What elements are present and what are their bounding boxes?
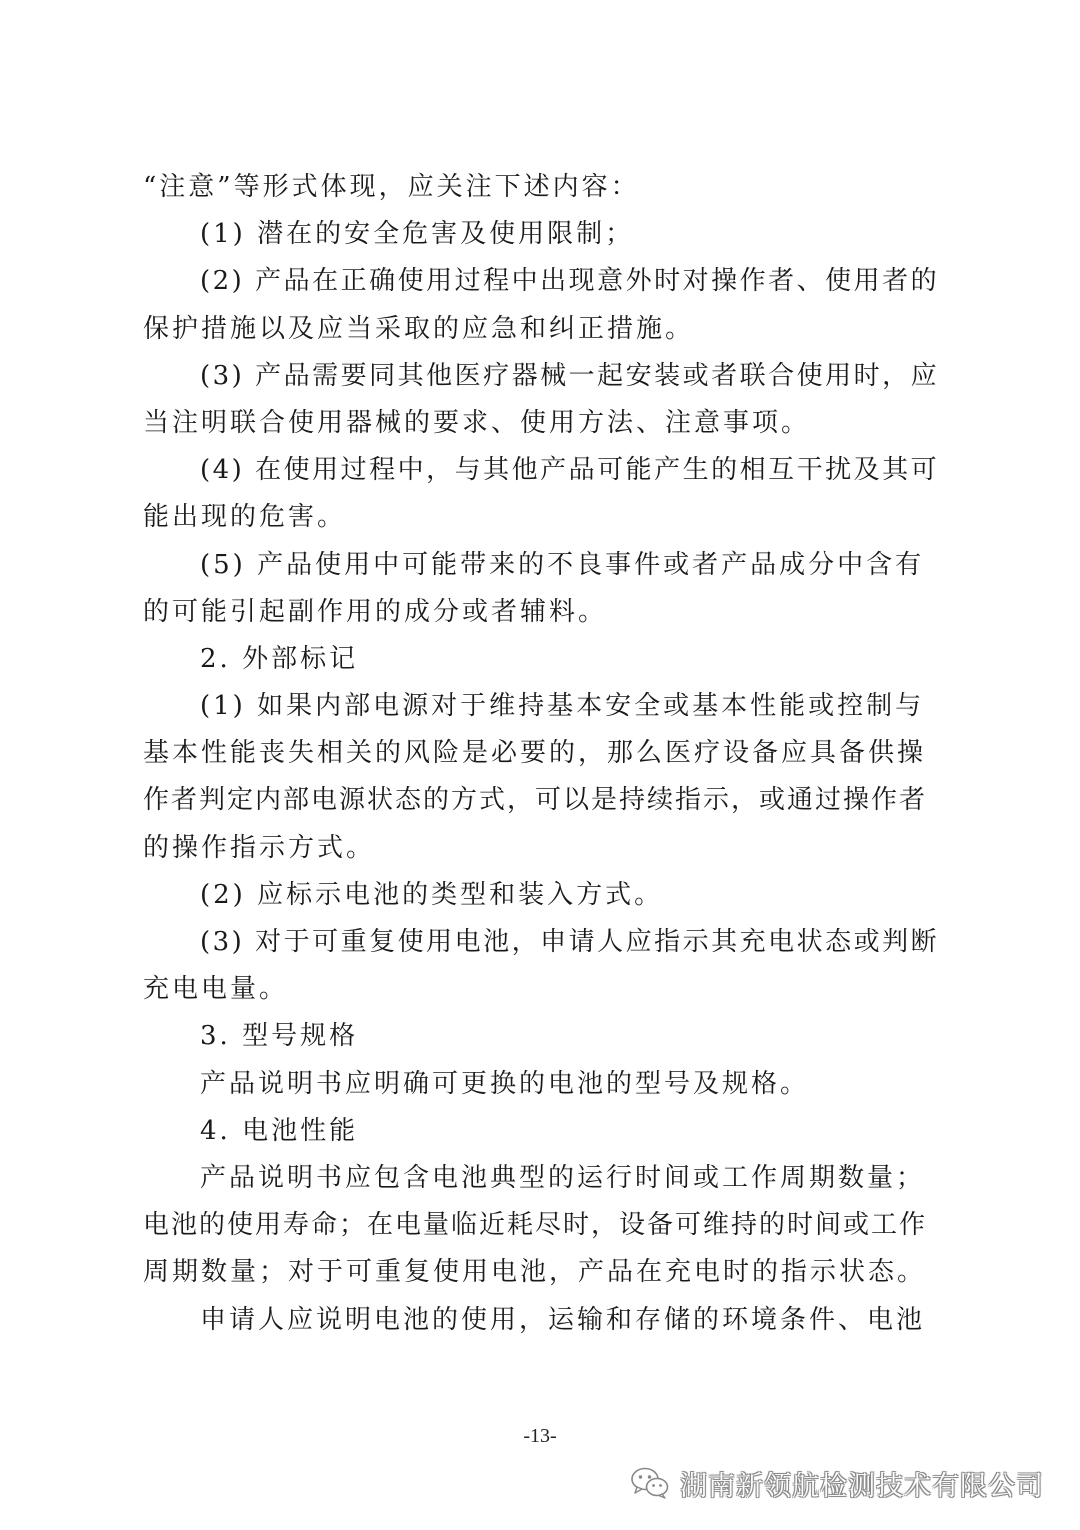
text-line: (1) 如果内部电源对于维持基本安全或基本性能或控制与 <box>200 691 925 722</box>
text-line: 作者判定内部电源状态的方式，可以是持续指示，或通过操作者 <box>143 785 928 816</box>
document-body <box>143 164 939 1344</box>
text-line: (1) 潜在的安全危害及使用限制； <box>200 219 635 250</box>
text-line: 3. 型号规格 <box>200 1021 359 1052</box>
text-line: 周期数量；对于可重复使用电池，产品在充电时的指示状态。 <box>143 1257 927 1288</box>
text-line: 的可能引起副作用的成分或者辅料。 <box>143 596 608 627</box>
text-line: 充电电量。 <box>143 974 289 1005</box>
watermark <box>630 1463 1044 1503</box>
text-line: (3) 对于可重复使用电池，申请人应指示其充电状态或判断 <box>200 927 939 957</box>
text-line: 申请人应说明电池的使用，运输和存储的环境条件、电池 <box>200 1304 926 1335</box>
text-line: “注意”等形式体现，应关注下述内容： <box>143 172 640 202</box>
page-number: -13- <box>523 1425 557 1447</box>
text-line: 产品说明书应明确可更换的电池的型号及规格。 <box>200 1068 810 1099</box>
text-line: (5) 产品使用中可能带来的不良事件或者产品成分中含有 <box>200 549 925 580</box>
text-line: 保护措施以及应当采取的应急和纠正措施。 <box>143 313 695 344</box>
text-line: 的操作指示方式。 <box>143 832 376 863</box>
watermark-text: 湖南新领航检测技术有限公司 <box>680 1470 1044 1502</box>
text-line: 2. 外部标记 <box>200 643 359 674</box>
text-line: (2) 应标示电池的类型和装入方式。 <box>200 879 664 910</box>
wechat-icon <box>630 1466 670 1500</box>
text-line: 产品说明书应包含电池典型的运行时间或工作周期数量； <box>200 1162 926 1193</box>
text-line: (2) 产品在正确使用过程中出现意外时对操作者、使用者的 <box>200 266 939 297</box>
text-line: (4) 在使用过程中，与其他产品可能产生的相互干扰及其可 <box>200 455 939 486</box>
text-line: 电池的使用寿命；在电量临近耗尽时，设备可维持的时间或工作 <box>143 1210 928 1241</box>
text-line: (3) 产品需要同其他医疗器械一起安装或者联合使用时，应 <box>200 360 939 391</box>
text-line: 基本性能丧失相关的风险是必要的，那么医疗设备应具备供操 <box>143 738 927 769</box>
text-line: 4. 电池性能 <box>200 1115 359 1146</box>
text-line: 能出现的危害。 <box>143 502 347 533</box>
text-line: 当注明联合使用器械的要求、使用方法、注意事项。 <box>143 407 811 438</box>
